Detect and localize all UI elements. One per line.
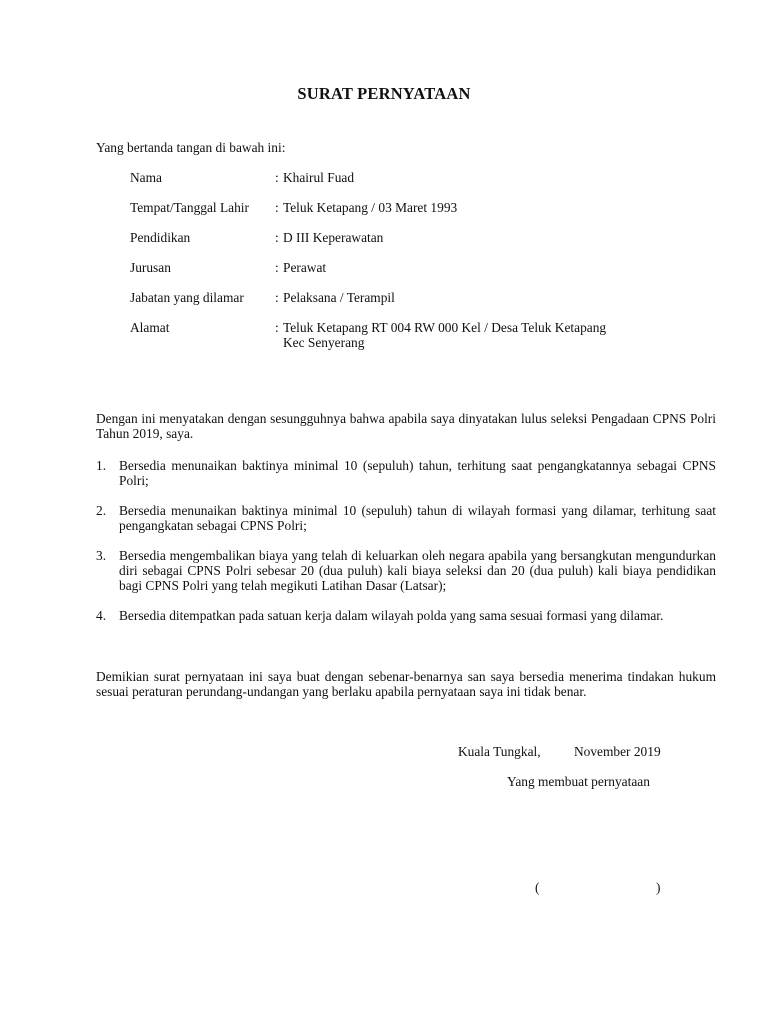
field-value (283, 230, 690, 260)
place-date (458, 744, 718, 759)
field-label: Pendidikan (130, 230, 191, 245)
place: Kuala Tungkal, (458, 744, 541, 759)
field-value (283, 200, 690, 230)
field-label: Jurusan (130, 260, 171, 275)
field-colon: : (275, 320, 279, 335)
declaration-number: 1. (96, 458, 107, 473)
declaration-item (96, 608, 716, 623)
field-row-alamat (130, 320, 690, 350)
document-title: SURAT PERNYATAAN (297, 84, 471, 103)
declaration-text: Bersedia ditempatkan pada satuan kerja dalam wilayah polda yang sama sesuai formasi yang dilamar. (119, 608, 664, 623)
field-label: Nama (130, 170, 162, 185)
field-value-line: D III Keperawatan (283, 230, 384, 245)
declaration-item (96, 548, 716, 593)
declaration-text: Bersedia menunaikan baktinya minimal 10 (sepuluh) tahun di wilayah formasi yang dilamar, terhitung saat pengangkatan sebagai CPNS Polri; (119, 503, 716, 533)
field-value (283, 320, 690, 350)
field-label: Jabatan yang dilamar (130, 290, 244, 305)
field-value-line: Kec Senyerang (283, 335, 365, 350)
field-label: Tempat/Tanggal Lahir (130, 200, 249, 215)
signer-label: Yang membuat pernyataan (507, 774, 650, 789)
closing-paragraph: Demikian surat pernyataan ini saya buat dengan sebenar-benarnya san saya bersedia menerima tindakan hukum sesuai peraturan perundang-undangan yang berlaku apabila pernyataan saya ini tidak benar. (96, 669, 716, 699)
declaration-text: Bersedia menunaikan baktinya minimal 10 (sepuluh) tahun, terhitung saat pengangkatannya sebagai CPNS Polri; (119, 458, 716, 488)
intro-text: Yang bertanda tangan di bawah ini: (96, 140, 286, 155)
field-row-nama (130, 170, 690, 200)
field-value-line: Teluk Ketapang / 03 Maret 1993 (283, 200, 458, 215)
field-value-line: Perawat (283, 260, 327, 275)
field-value-line: Pelaksana / Terampil (283, 290, 395, 305)
field-colon: : (275, 170, 279, 185)
declaration-number: 4. (96, 608, 107, 623)
field-colon: : (275, 260, 279, 275)
field-value (283, 170, 690, 200)
signature-open-paren: ( (535, 880, 540, 895)
date: November 2019 (574, 744, 661, 759)
declaration-list (96, 458, 716, 638)
signature-close-paren: ) (656, 880, 661, 895)
identity-fields (130, 170, 690, 350)
field-colon: : (275, 290, 279, 305)
declaration-number: 3. (96, 548, 107, 563)
field-label: Alamat (130, 320, 170, 335)
field-value-line: Khairul Fuad (283, 170, 355, 185)
field-row-jabatan (130, 290, 690, 320)
field-row-tempat-tanggal-lahir (130, 200, 690, 230)
declaration-item (96, 458, 716, 488)
field-value (283, 260, 690, 290)
field-colon: : (275, 200, 279, 215)
declaration-text: Bersedia mengembalikan biaya yang telah di keluarkan oleh negara apabila yang bersangkutan mengundurkan diri sebagai CPNS Polri sebesar 20 (dua puluh) kali biaya seleksi dan 20 (dua puluh) kali biaya pendidikan bagi CPNS Polri yang telah megikuti Latihan Dasar (Latsar); (119, 548, 716, 593)
field-value (283, 290, 690, 320)
declaration-number: 2. (96, 503, 107, 518)
field-colon: : (275, 230, 279, 245)
field-row-jurusan (130, 260, 690, 290)
field-value-line: Teluk Ketapang RT 004 RW 000 Kel / Desa Teluk Ketapang (283, 320, 607, 335)
declaration-item (96, 503, 716, 533)
statement-paragraph: Dengan ini menyatakan dengan sesungguhnya bahwa apabila saya dinyatakan lulus seleksi Pengadaan CPNS Polri Tahun 2019, saya. (96, 411, 716, 441)
field-row-pendidikan (130, 230, 690, 260)
